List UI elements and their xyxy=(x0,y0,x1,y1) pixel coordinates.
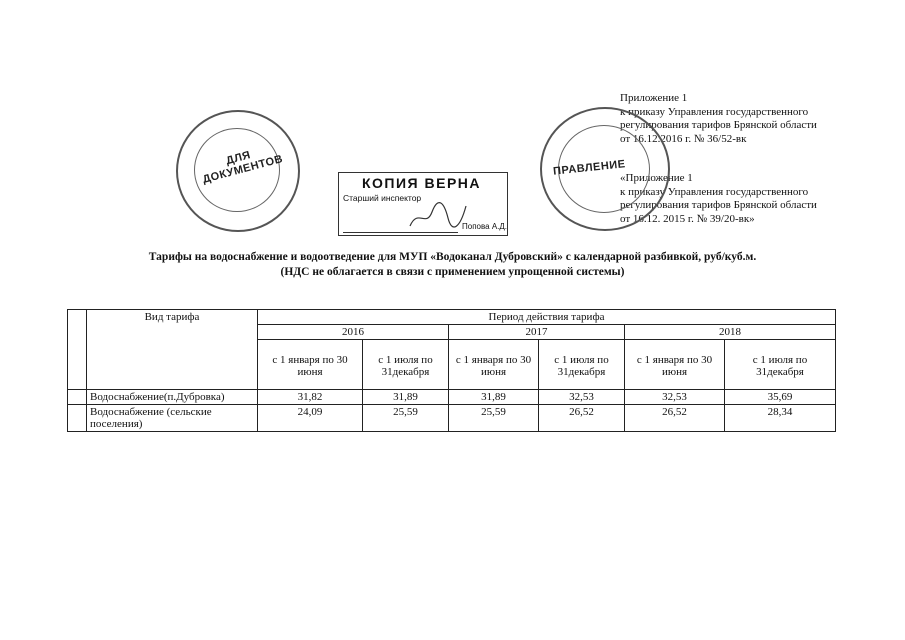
header-half: с 1 января по 30 июня xyxy=(258,340,363,390)
row-label: Водоснабжение(п.Дубровка) xyxy=(87,390,258,405)
tariff-value: 31,89 xyxy=(449,390,539,405)
tariff-value: 32,53 xyxy=(539,390,625,405)
tariff-value: 25,59 xyxy=(363,405,449,432)
signature-scribble xyxy=(408,198,468,232)
document-title xyxy=(0,250,905,280)
tariff-value: 26,52 xyxy=(625,405,725,432)
signature-line xyxy=(343,232,458,233)
title-line-1: Тарифы на водоснабжение и водоотведение для МУП «Водоканал Дубровский» с календарной разбивкой, руб/куб.м. xyxy=(148,251,757,263)
stamp-role: Старший инспектор xyxy=(343,193,422,203)
tariff-table xyxy=(67,309,836,432)
table-row xyxy=(68,390,836,405)
tariff-value: 28,34 xyxy=(725,405,836,432)
header-half: с 1 июля по 31декабря xyxy=(539,340,625,390)
header-half: с 1 января по 30 июня xyxy=(449,340,539,390)
annex-line: регулирования тарифов Брянской области xyxy=(620,199,817,211)
tariff-value: 35,69 xyxy=(725,390,836,405)
tariff-value: 31,89 xyxy=(363,390,449,405)
header-period: Период действия тарифа xyxy=(258,310,836,325)
header-year: 2018 xyxy=(625,325,836,340)
tariff-value: 24,09 xyxy=(258,405,363,432)
header-half: с 1 июля по 31декабря xyxy=(363,340,449,390)
tariff-value: 25,59 xyxy=(449,405,539,432)
title-line-2: (НДС не облагается в связи с применением упрощенной системы) xyxy=(280,266,625,278)
stamp-name: Попова А.Д. xyxy=(462,222,508,231)
table-row xyxy=(68,405,836,432)
tariff-value: 26,52 xyxy=(539,405,625,432)
seal-right-text: ПРАВЛЕНИЕ xyxy=(552,158,627,178)
annex-line: «Приложение 1 xyxy=(620,172,693,184)
stamp-title: КОПИЯ ВЕРНА xyxy=(362,175,482,191)
tariff-value: 31,82 xyxy=(258,390,363,405)
table-cell xyxy=(68,405,87,432)
annex-line: регулирования тарифов Брянской области xyxy=(620,119,817,131)
annex-line: от 16.12.2016 г. № 36/52-вк xyxy=(620,132,747,145)
table-cell xyxy=(68,310,87,390)
row-label: Водоснабжение (сельские поселения) xyxy=(87,405,258,432)
table-header-row xyxy=(68,310,836,325)
header-year: 2017 xyxy=(449,325,625,340)
annex-line: к приказу Управления государственного xyxy=(620,105,809,118)
annex-line: к приказу Управления государственного xyxy=(620,185,809,198)
tariff-value: 32,53 xyxy=(625,390,725,405)
header-half: с 1 июля по 31декабря xyxy=(725,340,836,390)
seal-left-text: ДЛЯ ДОКУМЕНТОВ xyxy=(201,149,285,186)
header-tariff-type: Вид тарифа xyxy=(87,310,258,390)
header-year: 2016 xyxy=(258,325,449,340)
annex-line: от 16.12. 2015 г. № 39/20-вк» xyxy=(620,212,755,225)
header-half: с 1 января по 30 июня xyxy=(625,340,725,390)
table-cell xyxy=(68,390,87,405)
annex-line: Приложение 1 xyxy=(620,92,688,104)
